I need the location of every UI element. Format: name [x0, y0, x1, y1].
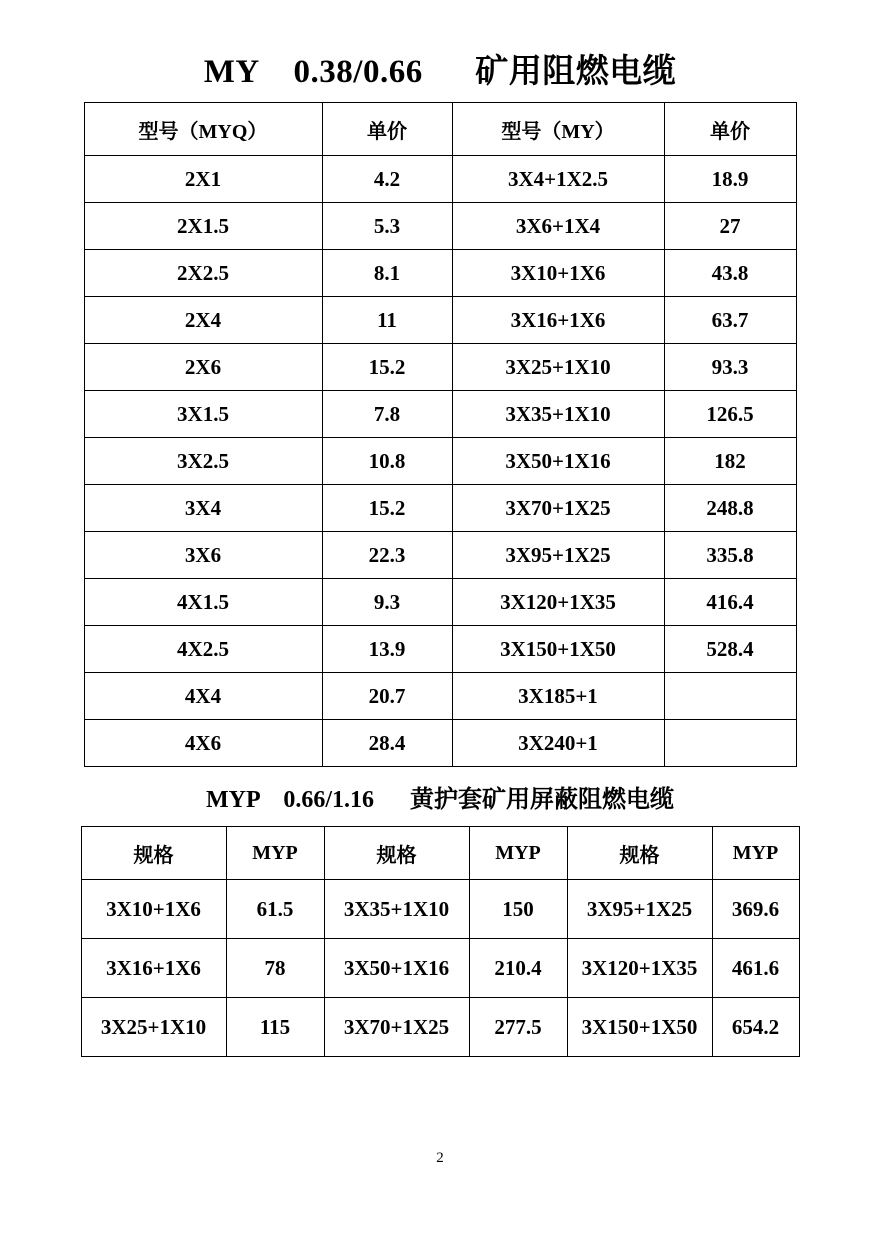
- my-table-body: [84, 156, 796, 767]
- cell-my-model: 3X95+1X25: [452, 532, 664, 579]
- cell-myq-model: 3X6: [84, 532, 322, 579]
- cell-myq-model: 4X6: [84, 720, 322, 767]
- table-row: [84, 438, 796, 485]
- cell-myq-price: 22.3: [322, 532, 452, 579]
- cell-myq-model: 4X2.5: [84, 626, 322, 673]
- my-price-table: [84, 102, 797, 767]
- column-header-spec-1: 规格: [81, 827, 226, 880]
- cell-spec-1: 3X10+1X6: [81, 880, 226, 939]
- cell-my-price: 27: [664, 203, 796, 250]
- cell-price-2: 210.4: [469, 939, 567, 998]
- table-row: [81, 998, 799, 1057]
- cell-price-1: 61.5: [226, 880, 324, 939]
- cell-my-price: 335.8: [664, 532, 796, 579]
- cell-my-price: 248.8: [664, 485, 796, 532]
- my-table-header: [84, 103, 796, 156]
- column-header-myp-3: MYP: [712, 827, 799, 880]
- cell-price-1: 115: [226, 998, 324, 1057]
- cell-my-model: 3X4+1X2.5: [452, 156, 664, 203]
- column-header-myq-model: 型号（MYQ）: [84, 103, 322, 156]
- myp-table-header: [81, 827, 799, 880]
- cell-my-price: 126.5: [664, 391, 796, 438]
- table-row: [84, 579, 796, 626]
- cell-myq-price: 20.7: [322, 673, 452, 720]
- cell-my-model: 3X70+1X25: [452, 485, 664, 532]
- cell-my-model: 3X35+1X10: [452, 391, 664, 438]
- cell-spec-2: 3X35+1X10: [324, 880, 469, 939]
- cell-myq-model: 2X1: [84, 156, 322, 203]
- cell-price-3: 369.6: [712, 880, 799, 939]
- cell-my-model: 3X6+1X4: [452, 203, 664, 250]
- cell-myq-model: 2X4: [84, 297, 322, 344]
- page-number: 2: [436, 1150, 444, 1166]
- cell-myq-model: 4X4: [84, 673, 322, 720]
- table-row: [84, 297, 796, 344]
- cell-spec-3: 3X95+1X25: [567, 880, 712, 939]
- cell-myq-price: 9.3: [322, 579, 452, 626]
- cell-spec-2: 3X50+1X16: [324, 939, 469, 998]
- cell-price-3: 654.2: [712, 998, 799, 1057]
- cell-spec-1: 3X25+1X10: [81, 998, 226, 1057]
- table-row: [84, 485, 796, 532]
- cell-price-2: 277.5: [469, 998, 567, 1057]
- cell-myq-model: 3X2.5: [84, 438, 322, 485]
- column-header-myq-price: 单价: [322, 103, 452, 156]
- table-row: [84, 626, 796, 673]
- column-header-spec-2: 规格: [324, 827, 469, 880]
- cell-myq-model: 3X1.5: [84, 391, 322, 438]
- table-header-row: [81, 827, 799, 880]
- cell-myq-price: 15.2: [322, 485, 452, 532]
- cell-my-model: 3X50+1X16: [452, 438, 664, 485]
- table-row: [84, 532, 796, 579]
- table-row: [84, 673, 796, 720]
- table-row: [84, 720, 796, 767]
- cell-myq-model: 2X1.5: [84, 203, 322, 250]
- cell-myq-price: 7.8: [322, 391, 452, 438]
- column-header-myp-2: MYP: [469, 827, 567, 880]
- column-header-myp-1: MYP: [226, 827, 324, 880]
- table-row: [81, 939, 799, 998]
- cell-myq-price: 13.9: [322, 626, 452, 673]
- cell-my-model: 3X25+1X10: [452, 344, 664, 391]
- cell-my-price: 18.9: [664, 156, 796, 203]
- page-title-my: MY 0.38/0.66 矿用阻燃电缆: [203, 54, 677, 90]
- cell-my-price: 63.7: [664, 297, 796, 344]
- cell-my-price: 528.4: [664, 626, 796, 673]
- cell-my-model: 3X185+1: [452, 673, 664, 720]
- column-header-my-price: 单价: [664, 103, 796, 156]
- cell-my-model: 3X10+1X6: [452, 250, 664, 297]
- table-row: [84, 203, 796, 250]
- cell-my-price: [664, 720, 796, 767]
- cell-my-price: 416.4: [664, 579, 796, 626]
- cell-price-2: 150: [469, 880, 567, 939]
- cell-spec-3: 3X120+1X35: [567, 939, 712, 998]
- column-header-my-model: 型号（MY）: [452, 103, 664, 156]
- cell-my-price: [664, 673, 796, 720]
- table-row: [84, 156, 796, 203]
- cell-spec-2: 3X70+1X25: [324, 998, 469, 1057]
- cell-my-model: 3X120+1X35: [452, 579, 664, 626]
- cell-myq-price: 10.8: [322, 438, 452, 485]
- cell-myq-price: 8.1: [322, 250, 452, 297]
- cell-myq-model: 4X1.5: [84, 579, 322, 626]
- cell-my-model: 3X16+1X6: [452, 297, 664, 344]
- cell-myq-price: 28.4: [322, 720, 452, 767]
- page-title-myp: MYP 0.66/1.16 黄护套矿用屏蔽阻燃电缆: [206, 787, 674, 813]
- cell-my-price: 182: [664, 438, 796, 485]
- cell-myq-price: 15.2: [322, 344, 452, 391]
- cell-myq-price: 5.3: [322, 203, 452, 250]
- myp-table-body: [81, 880, 799, 1057]
- table-row: [84, 250, 796, 297]
- table-row: [84, 391, 796, 438]
- cell-my-price: 43.8: [664, 250, 796, 297]
- cell-myq-model: 2X6: [84, 344, 322, 391]
- cell-spec-3: 3X150+1X50: [567, 998, 712, 1057]
- cell-myq-price: 4.2: [322, 156, 452, 203]
- cell-price-1: 78: [226, 939, 324, 998]
- cell-myq-model: 3X4: [84, 485, 322, 532]
- table-row: [81, 880, 799, 939]
- myp-price-table: [81, 826, 800, 1057]
- table-header-row: [84, 103, 796, 156]
- cell-price-3: 461.6: [712, 939, 799, 998]
- cell-myq-price: 11: [322, 297, 452, 344]
- column-header-spec-3: 规格: [567, 827, 712, 880]
- cell-my-price: 93.3: [664, 344, 796, 391]
- table-row: [84, 344, 796, 391]
- cell-spec-1: 3X16+1X6: [81, 939, 226, 998]
- cell-my-model: 3X240+1: [452, 720, 664, 767]
- cell-myq-model: 2X2.5: [84, 250, 322, 297]
- cell-my-model: 3X150+1X50: [452, 626, 664, 673]
